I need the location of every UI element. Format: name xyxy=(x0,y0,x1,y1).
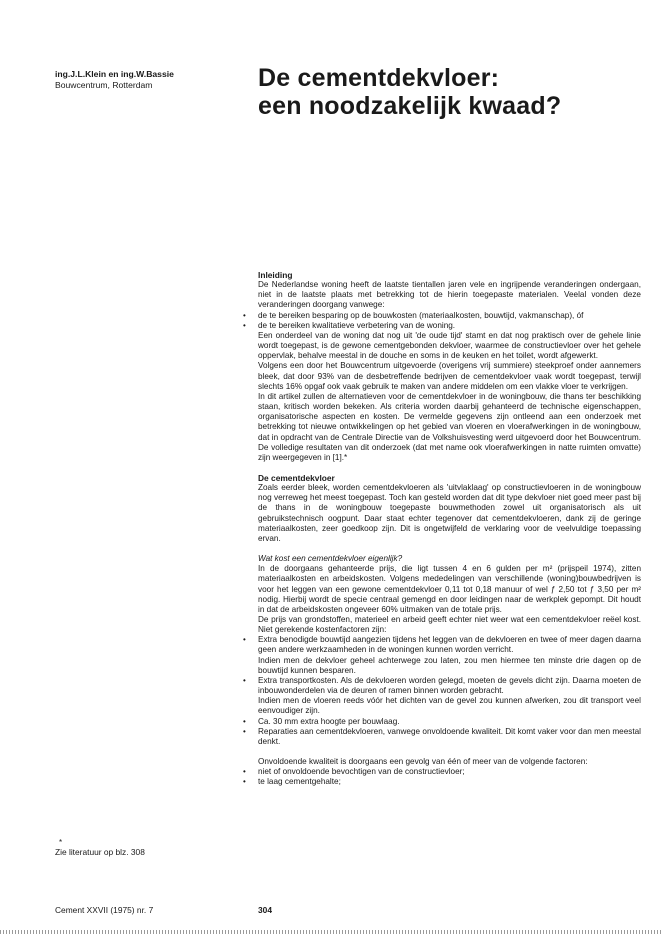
section-heading-cementdekvloer: De cementdekvloer xyxy=(258,472,335,483)
title-line-1: De cementdekvloer: xyxy=(258,64,500,92)
list-item: • de te bereiken kwalitatieve verbetering van de woning. xyxy=(258,321,641,331)
paragraph: Volgens een door het Bouwcentrum uitgevoerde (overigens vrij summiere) steekproef onder aannemers bleek, dat door 93% van de desbetreffende bedrijven de cementdekvloer vaak wordt toegepast, terwijl slechts 16% opgaf ook vaak gebruik te maken van andere middelen om een vlakke vloer te verkrijgen. xyxy=(258,361,641,391)
list-item xyxy=(258,676,641,717)
paragraph: De prijs van grondstoffen, materieel en arbeid geeft echter niet weer wat een cementdekvloer reëel kost. Niet gerekende kostenfactoren zijn: xyxy=(258,615,641,635)
scan-edge-divider xyxy=(0,930,661,934)
bullet-list xyxy=(258,635,641,747)
list-item-text: Extra transportkosten. Als de dekvloeren worden gelegd, moeten de gevels dicht zijn. Daarna moeten de inbouwonderdelen via de deuren of ramen binnen worden gebracht. xyxy=(258,675,641,696)
author-affiliation: Bouwcentrum, Rotterdam xyxy=(55,80,153,90)
subsection-heading-kosten: Wat kost een cementdekvloer eigenlijk? xyxy=(258,554,403,564)
list-item: • de te bereiken besparing op de bouwkosten (materiaalkosten, bouwtijd, vakmanschap), óf xyxy=(258,311,641,321)
journal-citation: Cement XXVII (1975) nr. 7 xyxy=(55,905,154,915)
list-item-note: Indien men de vloeren reeds vóór het dichten van de gevel zou kunnen afwerken, zou dit transport veel eenvoudiger zijn. xyxy=(258,696,641,716)
article-title xyxy=(258,64,561,120)
footnote-marker: * xyxy=(59,838,63,847)
paragraph: Onvoldoende kwaliteit is doorgaans een gevolg van één of meer van de volgende factoren: xyxy=(258,757,588,767)
list-item: • Ca. 30 mm extra hoogte per bouwlaag. xyxy=(258,717,641,727)
section-heading-inleiding: Inleiding xyxy=(258,270,293,280)
list-item: • te laag cementgehalte; xyxy=(258,777,641,787)
page-number: 304 xyxy=(258,905,272,915)
paragraph: Zoals eerder bleek, worden cementdekvloeren als 'uitvlaklaag' op constructievloeren in de woningbouw nog verreweg het meest toegepast. Toch kan gesteld worden dat dit type dekvloer niet goed meer past bij de thans in de woningbouw toegepaste bouwmethoden zowel uit organisatorisch als uit gebruikstechnisch oogpunt. Daar staat echter tegenover dat cementdekvloeren, dank zij de geringe materiaalkosten, zeer goedkoop zijn. Dit is ongetwijfeld de verklaring voor de veelvuldige toepassing ervan. xyxy=(258,483,641,543)
bullet-list xyxy=(258,767,641,787)
paragraph: Een onderdeel van de woning dat nog uit 'de oude tijd' stamt en dat nog praktisch over de gehele linie wordt toegepast, is de gewone cementgebonden dekvloer, waarmee de constructievloer over het gehele oppervlak, behalve meestal in de douche en soms in de keuken en het toilet, wordt afgewerkt. xyxy=(258,330,641,361)
bullet-list xyxy=(258,311,641,331)
author-block xyxy=(55,69,174,91)
paragraph: De Nederlandse woning heeft de laatste tientallen jaren vele en ingrijpende veranderingen ondergaan, niet in de laatste plaats met betrekking tot de hierin toegepaste materialen. Veelal vonden deze veranderingen doorgang vanwege: xyxy=(258,280,641,310)
paragraph: In de doorgaans gehanteerde prijs, die ligt tussen 4 en 6 gulden per m² (prijspeil 1974), zitten materiaalkosten en arbeidskosten. Volgens mededelingen van verschillende (woning)bouwbedrijven is voor het leggen van een gewone cementdekvloer 0,11 tot 0,18 manuur of wel ƒ 2,50 tot ƒ 3,50 per m² nodig. Hierbij wordt de specie centraal gemengd en door leidingen naar de werkplek gepompt. Dit houdt in dat de arbeidskosten ongeveer 60% uitmaken van de totale prijs. xyxy=(258,564,641,614)
footnote-text: Zie literatuur op blz. 308 xyxy=(55,847,145,857)
title-line-2: een noodzakelijk kwaad? xyxy=(258,92,562,120)
list-item: • Reparaties aan cementdekvloeren, vanwege onvoldoende kwaliteit. Dit komt vaker voor dan men meestal denkt. xyxy=(258,727,641,747)
list-item xyxy=(258,635,641,676)
list-item-text: Extra benodigde bouwtijd aangezien tijdens het leggen van de dekvloeren en twee of meer dagen daarna geen andere werkzaamheden in de woningen kunnen worden verricht. xyxy=(258,635,641,655)
list-item: • niet of onvoldoende bevochtigen van de constructievloer; xyxy=(258,767,641,777)
paragraph: In dit artikel zullen de alternatieven voor de cementdekvloer in de woningbouw, die thans ter beschikking staan, kritisch worden bekeken. Als criteria worden daarbij gehanteerd de technische eigenschappen, organisatorische aspecten en kosten. De vermelde gegevens zijn ontleend aan een onderzoek met betrekking tot nieuwe ontwikkelingen op het gebied van vloeren en vloerafwerkingen in de woningbouw, dat in opdracht van de Centrale Directie van de Volkshuisvesting werd uitgevoerd door het Bouwcentrum. De volledige resultaten van dit onderzoek (dat met name ook vloerafwerkingen in natte ruimten omvatte) zijn weergegeven in [1].* xyxy=(258,391,641,462)
footnote xyxy=(55,838,145,857)
article-body xyxy=(258,270,641,788)
list-item-note: Indien men de dekvloer geheel achterwege zou laten, zou men hiermee ten minste drie dagen op de bouwtijd kunnen besparen. xyxy=(258,655,641,675)
author-names: ing.J.L.Klein en ing.W.Bassie xyxy=(55,69,174,79)
